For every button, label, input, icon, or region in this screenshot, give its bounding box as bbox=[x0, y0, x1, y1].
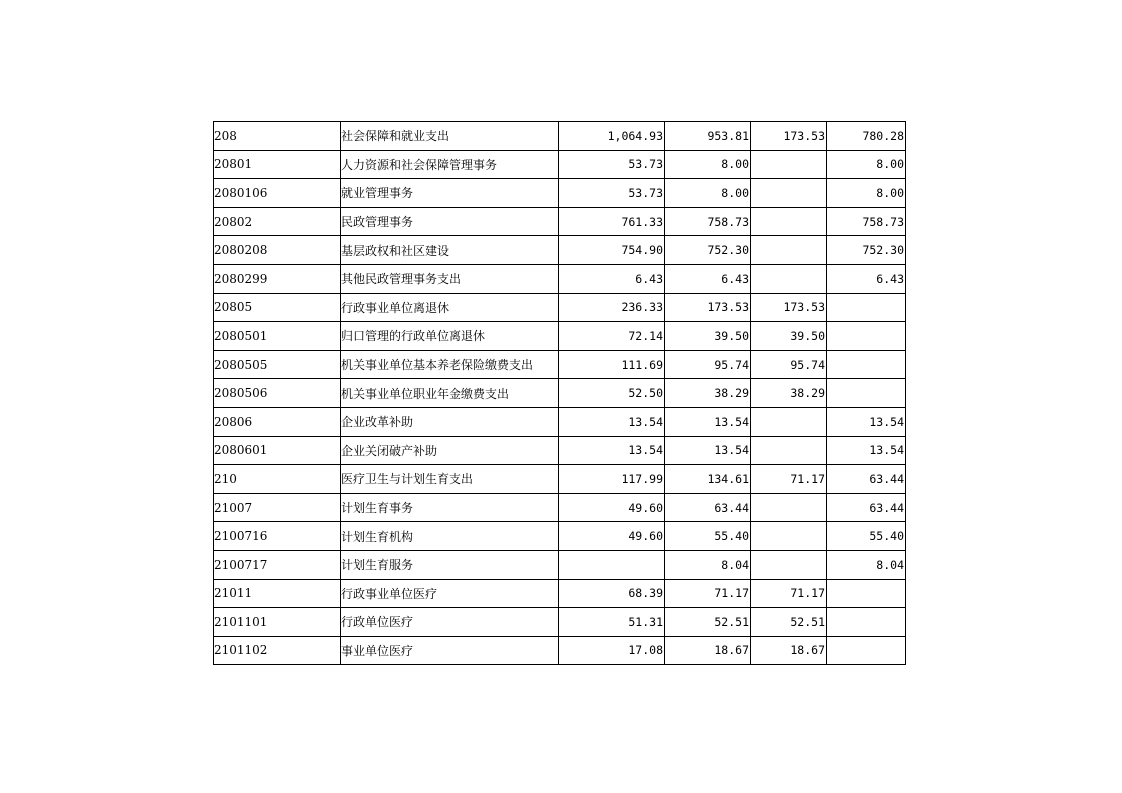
account-name-cell: 其他民政管理事务支出 bbox=[341, 264, 559, 293]
table-row bbox=[214, 379, 906, 408]
account-code-cell: 208 bbox=[214, 122, 341, 151]
account-code-cell: 2080601 bbox=[214, 436, 341, 465]
amount-cell: 63.44 bbox=[827, 465, 906, 494]
amount-cell: 55.40 bbox=[827, 522, 906, 551]
table-row bbox=[214, 207, 906, 236]
amount-cell: 236.33 bbox=[559, 293, 665, 322]
account-code-cell: 21011 bbox=[214, 579, 341, 608]
amount-cell: 18.67 bbox=[665, 636, 751, 665]
amount-cell: 39.50 bbox=[665, 322, 751, 351]
amount-cell: 49.60 bbox=[559, 493, 665, 522]
table-row bbox=[214, 350, 906, 379]
amount-cell bbox=[751, 264, 827, 293]
amount-cell: 758.73 bbox=[665, 207, 751, 236]
account-name-cell: 民政管理事务 bbox=[341, 207, 559, 236]
account-name-cell: 就业管理事务 bbox=[341, 179, 559, 208]
amount-cell: 18.67 bbox=[751, 636, 827, 665]
table-row bbox=[214, 550, 906, 579]
account-name-cell: 基层政权和社区建设 bbox=[341, 236, 559, 265]
amount-cell: 71.17 bbox=[665, 579, 751, 608]
amount-cell: 52.50 bbox=[559, 379, 665, 408]
amount-cell: 6.43 bbox=[665, 264, 751, 293]
amount-cell: 134.61 bbox=[665, 465, 751, 494]
account-name-cell: 事业单位医疗 bbox=[341, 636, 559, 665]
amount-cell: 71.17 bbox=[751, 465, 827, 494]
amount-cell: 8.04 bbox=[827, 550, 906, 579]
amount-cell: 13.54 bbox=[827, 407, 906, 436]
table-row bbox=[214, 264, 906, 293]
account-name-cell: 行政事业单位离退休 bbox=[341, 293, 559, 322]
amount-cell bbox=[751, 150, 827, 179]
account-name-cell: 计划生育事务 bbox=[341, 493, 559, 522]
amount-cell bbox=[751, 236, 827, 265]
account-name-cell: 企业关闭破产补助 bbox=[341, 436, 559, 465]
account-name-cell: 社会保障和就业支出 bbox=[341, 122, 559, 151]
amount-cell bbox=[751, 407, 827, 436]
table-row bbox=[214, 522, 906, 551]
account-name-cell: 企业改革补助 bbox=[341, 407, 559, 436]
account-name-cell: 机关事业单位职业年金缴费支出 bbox=[341, 379, 559, 408]
amount-cell: 6.43 bbox=[559, 264, 665, 293]
amount-cell: 6.43 bbox=[827, 264, 906, 293]
table-row bbox=[214, 293, 906, 322]
amount-cell: 8.04 bbox=[665, 550, 751, 579]
amount-cell: 173.53 bbox=[665, 293, 751, 322]
account-code-cell: 2101102 bbox=[214, 636, 341, 665]
account-code-cell: 20805 bbox=[214, 293, 341, 322]
amount-cell bbox=[827, 322, 906, 351]
account-code-cell: 2100717 bbox=[214, 550, 341, 579]
account-code-cell: 2100716 bbox=[214, 522, 341, 551]
table-row bbox=[214, 465, 906, 494]
amount-cell: 111.69 bbox=[559, 350, 665, 379]
table-row bbox=[214, 236, 906, 265]
amount-cell: 68.39 bbox=[559, 579, 665, 608]
table-row bbox=[214, 407, 906, 436]
account-name-cell: 行政事业单位医疗 bbox=[341, 579, 559, 608]
account-code-cell: 2080106 bbox=[214, 179, 341, 208]
amount-cell: 52.51 bbox=[751, 608, 827, 637]
amount-cell: 49.60 bbox=[559, 522, 665, 551]
account-code-cell: 210 bbox=[214, 465, 341, 494]
amount-cell: 173.53 bbox=[751, 293, 827, 322]
budget-table bbox=[213, 121, 906, 665]
amount-cell: 13.54 bbox=[665, 436, 751, 465]
amount-cell: 52.51 bbox=[665, 608, 751, 637]
amount-cell: 39.50 bbox=[751, 322, 827, 351]
amount-cell bbox=[751, 550, 827, 579]
account-code-cell: 2080501 bbox=[214, 322, 341, 351]
amount-cell: 8.00 bbox=[665, 179, 751, 208]
amount-cell: 13.54 bbox=[665, 407, 751, 436]
amount-cell: 51.31 bbox=[559, 608, 665, 637]
amount-cell: 752.30 bbox=[827, 236, 906, 265]
amount-cell: 8.00 bbox=[827, 179, 906, 208]
amount-cell bbox=[751, 493, 827, 522]
amount-cell: 17.08 bbox=[559, 636, 665, 665]
table-row bbox=[214, 608, 906, 637]
account-code-cell: 2080505 bbox=[214, 350, 341, 379]
amount-cell bbox=[559, 550, 665, 579]
account-name-cell: 机关事业单位基本养老保险缴费支出 bbox=[341, 350, 559, 379]
account-code-cell: 2080208 bbox=[214, 236, 341, 265]
table-row bbox=[214, 579, 906, 608]
amount-cell bbox=[827, 293, 906, 322]
amount-cell: 953.81 bbox=[665, 122, 751, 151]
amount-cell bbox=[827, 579, 906, 608]
amount-cell: 38.29 bbox=[751, 379, 827, 408]
account-name-cell: 人力资源和社会保障管理事务 bbox=[341, 150, 559, 179]
amount-cell bbox=[827, 350, 906, 379]
table-row bbox=[214, 322, 906, 351]
amount-cell: 8.00 bbox=[827, 150, 906, 179]
amount-cell bbox=[827, 379, 906, 408]
amount-cell bbox=[827, 608, 906, 637]
amount-cell: 758.73 bbox=[827, 207, 906, 236]
table-row bbox=[214, 436, 906, 465]
account-code-cell: 2101101 bbox=[214, 608, 341, 637]
account-name-cell: 归口管理的行政单位离退休 bbox=[341, 322, 559, 351]
account-code-cell: 2080299 bbox=[214, 264, 341, 293]
account-name-cell: 计划生育机构 bbox=[341, 522, 559, 551]
amount-cell: 95.74 bbox=[665, 350, 751, 379]
account-name-cell: 行政单位医疗 bbox=[341, 608, 559, 637]
account-code-cell: 2080506 bbox=[214, 379, 341, 408]
account-code-cell: 20806 bbox=[214, 407, 341, 436]
amount-cell bbox=[751, 207, 827, 236]
amount-cell: 780.28 bbox=[827, 122, 906, 151]
amount-cell: 95.74 bbox=[751, 350, 827, 379]
budget-table-body bbox=[214, 122, 906, 665]
account-name-cell: 医疗卫生与计划生育支出 bbox=[341, 465, 559, 494]
amount-cell: 752.30 bbox=[665, 236, 751, 265]
amount-cell: 63.44 bbox=[665, 493, 751, 522]
amount-cell bbox=[827, 636, 906, 665]
amount-cell: 1,064.93 bbox=[559, 122, 665, 151]
amount-cell: 72.14 bbox=[559, 322, 665, 351]
amount-cell: 8.00 bbox=[665, 150, 751, 179]
amount-cell bbox=[751, 436, 827, 465]
account-name-cell: 计划生育服务 bbox=[341, 550, 559, 579]
amount-cell: 63.44 bbox=[827, 493, 906, 522]
amount-cell: 13.54 bbox=[559, 436, 665, 465]
amount-cell: 53.73 bbox=[559, 150, 665, 179]
amount-cell: 13.54 bbox=[827, 436, 906, 465]
table-row bbox=[214, 636, 906, 665]
account-code-cell: 20801 bbox=[214, 150, 341, 179]
table-row bbox=[214, 150, 906, 179]
table-row bbox=[214, 122, 906, 151]
account-code-cell: 20802 bbox=[214, 207, 341, 236]
amount-cell: 38.29 bbox=[665, 379, 751, 408]
amount-cell: 117.99 bbox=[559, 465, 665, 494]
amount-cell: 761.33 bbox=[559, 207, 665, 236]
table-row bbox=[214, 493, 906, 522]
account-code-cell: 21007 bbox=[214, 493, 341, 522]
amount-cell bbox=[751, 179, 827, 208]
amount-cell bbox=[751, 522, 827, 551]
amount-cell: 55.40 bbox=[665, 522, 751, 551]
amount-cell: 173.53 bbox=[751, 122, 827, 151]
amount-cell: 13.54 bbox=[559, 407, 665, 436]
amount-cell: 71.17 bbox=[751, 579, 827, 608]
amount-cell: 53.73 bbox=[559, 179, 665, 208]
amount-cell: 754.90 bbox=[559, 236, 665, 265]
table-row bbox=[214, 179, 906, 208]
